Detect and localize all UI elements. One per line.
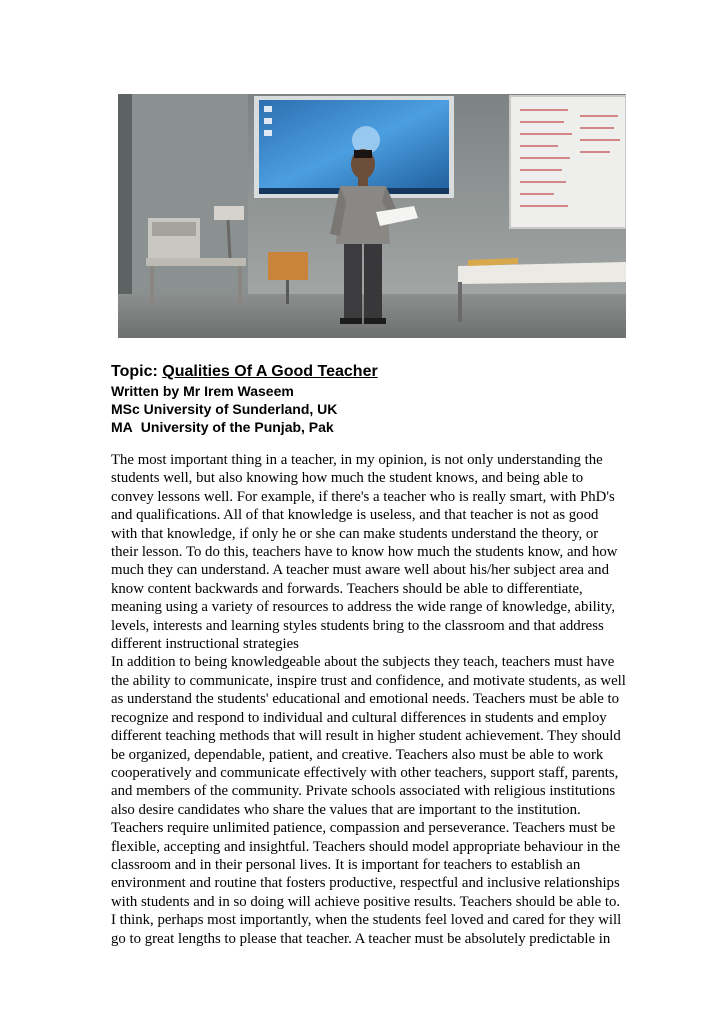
body-paragraph: In addition to being knowledgeable about the subjects they teach, teachers must have the ability to communicate, inspire trust and confidence, and motivate students, as well as understand the students' educational and emotional needs. Teachers must be able to recognize and respond to individual and cultural differences in students and employ different teaching methods that will result in higher student achievement. They should be organized, dependable, patient, and creative. Teachers also must be able to work cooperatively and communicate effectively with other teachers, support staff, parents, and members of the community. Private schools associated with religious institutions also desire candidates who share the values that are important to the institution.: [111, 654, 626, 818]
article-header: [111, 362, 631, 436]
degree-msc-line: MSc University of Sunderland, UK: [111, 401, 338, 417]
topic-prefix: Topic:: [111, 363, 163, 380]
topic-line: [111, 362, 631, 382]
body-paragraph: Teachers require unlimited patience, compassion and perseverance. Teachers must be flexible, accepting and insightful. Teachers should model appropriate behaviour in the classroom and in their personal lives. It is important for teachers to establish an environment and routine that fosters productive, respectful and inclusive relationships with students and in so doing will achieve positive results. Teachers should be able to.: [111, 820, 621, 910]
body-paragraph: I think, perhaps most importantly, when the students feel loved and cared for they will go to great lengths to please that teacher. A teacher must be absolutely predictable in: [111, 912, 622, 947]
body-paragraph: The most important thing in a teacher, in my opinion, is not only understanding the students well, but also knowing how much the student knows, and being able to convey lessons well. For example, if there's a teacher who is really smart, with PhD's and qualifications. All of that knowledge is useless, and that teacher is not as good with that knowledge, if only he or she can make students understand the theory, or their lesson. To do this, teachers have to know how much the students know, and how much they can understand. A teacher must aware well about his/her subject area and know content backwards and forwards. Teachers should be able to differentiate, meaning using a variety of resources to address the wide range of knowledge, ability, levels, interests and learning styles students bring to the classroom and that address different instructional strategies: [111, 452, 618, 653]
author-line: Written by Mr Irem Waseem: [111, 383, 294, 399]
degree-ma-line: [111, 418, 631, 436]
degree-ma-prefix: MA: [111, 419, 133, 435]
classroom-photo-illustration: [118, 94, 626, 338]
classroom-photo: [118, 94, 626, 338]
article-body: [111, 451, 626, 948]
topic-title: Qualities Of A Good Teacher: [162, 363, 378, 380]
degree-ma-institution: University of the Punjab, Pak: [140, 419, 334, 435]
